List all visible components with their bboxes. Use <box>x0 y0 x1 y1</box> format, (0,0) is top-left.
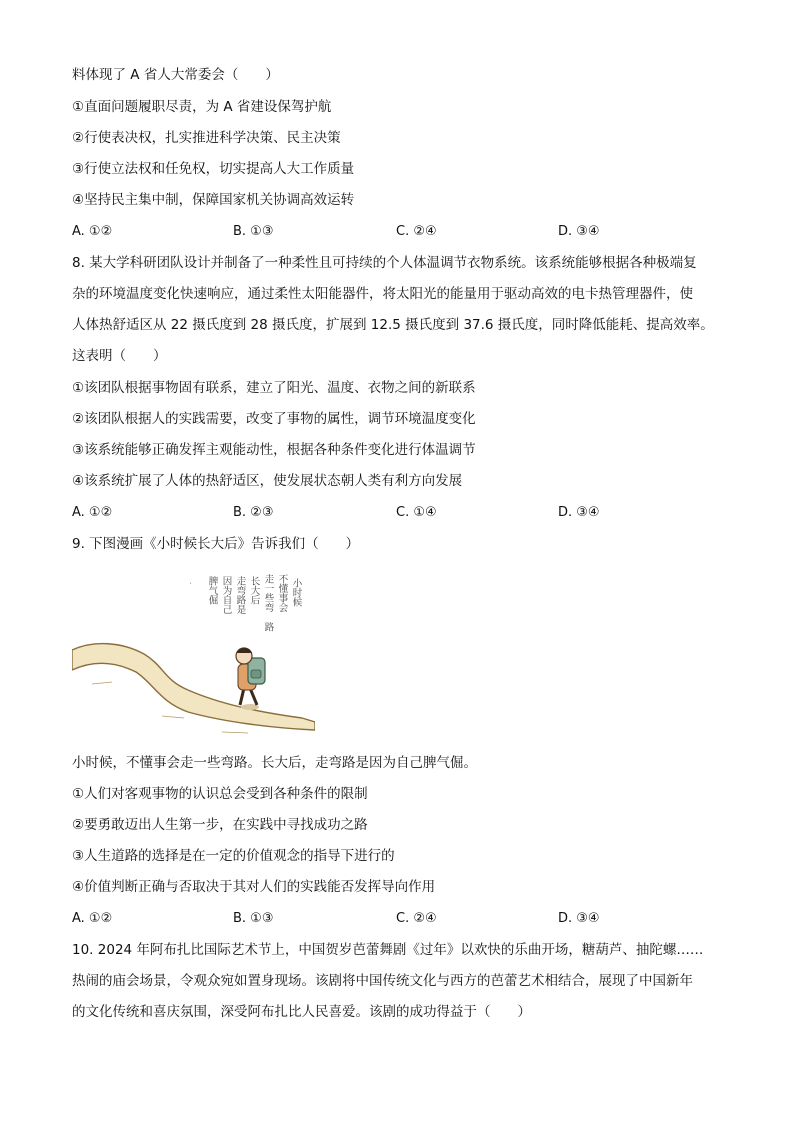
q8-options <box>72 504 712 522</box>
q7-options <box>72 223 712 241</box>
q10-stem-line-2: 热闹的庙会场景，令观众宛如置身现场。该剧将中国传统文化与西方的芭蕾艺术相结合，展现了中国新年 <box>72 973 693 989</box>
q8-stem-line-4: 这表明（ ） <box>72 348 167 364</box>
q8-item-1: ①该团队根据事物固有联系，建立了阳光、温度、衣物之间的新联系 <box>72 380 476 396</box>
q8-option-c: C. ①④ <box>396 505 437 520</box>
q9-stem: 9. 下图漫画《小时候长大后》告诉我们（ ） <box>72 536 360 552</box>
q9-caption: 小时候，不懂事会走一些弯路。长大后，走弯路是因为自己脾气倔。 <box>72 755 477 771</box>
winding-path <box>72 644 315 730</box>
q7-option-a: A. ①② <box>72 224 113 239</box>
comic-small-text-decor: · <box>186 582 194 585</box>
q9-option-c: C. ②④ <box>396 911 437 926</box>
q7-item-1: ①直面问题履职尽责，为 A 省建设保驾护航 <box>72 99 332 115</box>
q7-option-b: B. ①③ <box>233 224 274 239</box>
q7-item-4: ④坚持民主集中制，保障国家机关协调高效运转 <box>72 192 355 208</box>
q9-option-b: B. ①③ <box>233 911 274 926</box>
comic-small-text <box>186 582 194 584</box>
q10-stem-line-1: 10. 2024 年阿布扎比国际艺术节上，中国贺岁芭蕾舞剧《过年》以欢快的乐曲开场，糖葫芦、抽陀螺…… <box>72 942 704 958</box>
q8-option-a: A. ①② <box>72 505 113 520</box>
comic-text-col-2: 不懂事会 <box>276 574 288 612</box>
comic-text-col-5: 长大后 <box>248 576 260 605</box>
comic-text <box>207 573 303 632</box>
q7-option-d: D. ③④ <box>558 224 600 239</box>
comic-text-col-7: 因为自己 <box>220 576 232 614</box>
q9-item-1: ①人们对客观事物的认识总会受到各种条件的限制 <box>72 786 368 802</box>
q9-option-d: D. ③④ <box>558 911 600 926</box>
q8-stem-line-3: 人体热舒适区从 22 摄氏度到 28 摄氏度，扩展到 12.5 摄氏度到 37.6 摄氏度，同时降低能耗、提高效率。 <box>72 317 714 333</box>
q9-item-2: ②要勇敢迈出人生第一步，在实践中寻找成功之路 <box>72 817 368 833</box>
q10-stem-line-3: 的文化传统和喜庆氛围，深受阿布扎比人民喜爱。该剧的成功得益于（ ） <box>72 1004 531 1020</box>
q7-option-c: C. ②④ <box>396 224 437 239</box>
comic-text-col-8: 脾气倔 <box>206 576 218 605</box>
comic-text-col-3: 走一些弯 <box>262 574 274 612</box>
q7-stem-tail: 料体现了 A 省人大常委会（ ） <box>72 67 279 83</box>
q9-item-3: ③人生道路的选择是在一定的价值观念的指导下进行的 <box>72 848 395 864</box>
comic-text-col-4: 路 <box>262 622 274 632</box>
q8-stem-line-2: 杂的环境温度变化快速响应，通过柔性太阳能器件，将太阳光的能量用于驱动高效的电卡热管理器件，使 <box>72 286 693 302</box>
comic-text-col-1: 小时候 <box>290 578 302 607</box>
q7-item-3: ③行使立法权和任免权，切实提高人大工作质量 <box>72 161 355 177</box>
q9-options <box>72 910 712 928</box>
q9-item-4: ④价值判断正确与否取决于其对人们的实践能否发挥导向作用 <box>72 879 436 895</box>
comic-text-col-6: 走弯路是 <box>234 576 246 614</box>
q7-item-2: ②行使表决权，扎实推进科学决策、民主决策 <box>72 130 341 146</box>
child-figure <box>236 648 265 710</box>
q8-item-2: ②该团队根据人的实践需要，改变了事物的属性，调节环境温度变化 <box>72 411 476 427</box>
comic-illustration <box>72 566 315 742</box>
q8-option-b: B. ②③ <box>233 505 274 520</box>
q8-item-3: ③该系统能够正确发挥主观能动性，根据各种条件变化进行体温调节 <box>72 442 476 458</box>
q8-stem-line-1: 8. 某大学科研团队设计并制备了一种柔性且可持续的个人体温调节衣物系统。该系统能够根据各种极端复 <box>72 255 697 271</box>
q9-option-a: A. ①② <box>72 911 113 926</box>
q8-option-d: D. ③④ <box>558 505 600 520</box>
q8-item-4: ④该系统扩展了人体的热舒适区，使发展状态朝人类有利方向发展 <box>72 473 463 489</box>
